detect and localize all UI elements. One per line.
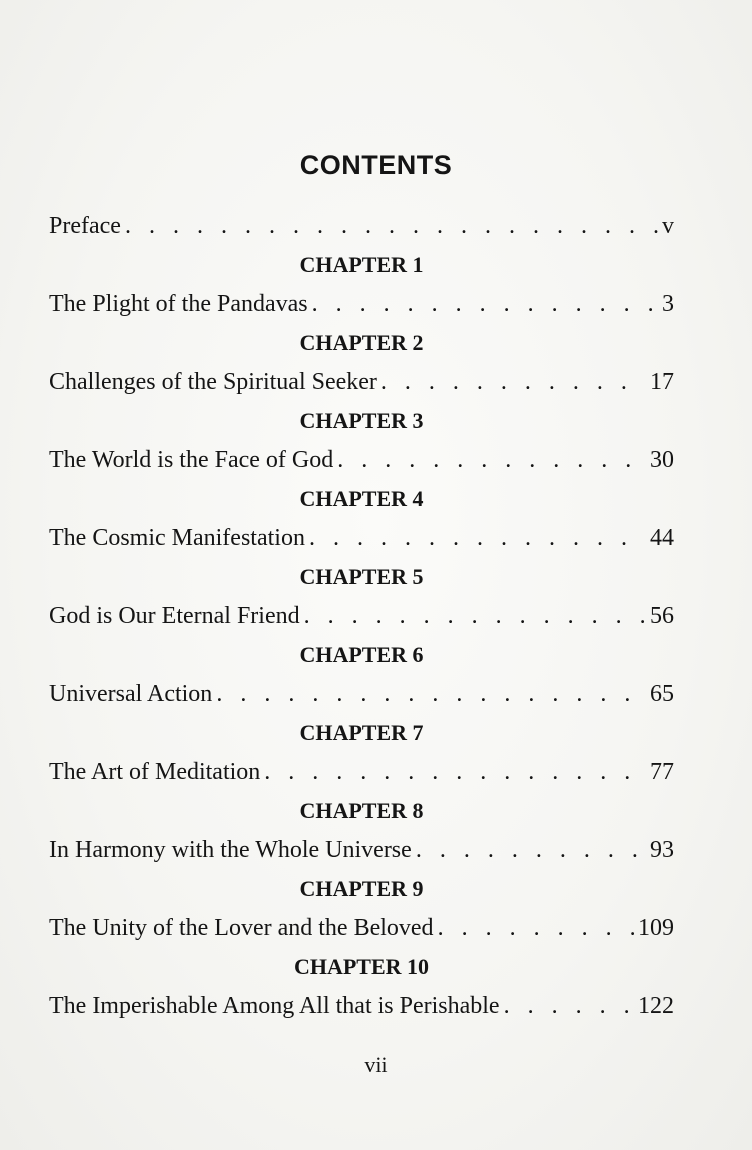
dot-leader [312,291,658,318]
toc-entry-title: The Cosmic Manifestation [49,525,305,551]
dot-leader [264,759,646,786]
dot-leader [337,447,646,474]
toc-entry-title: The Art of Meditation [49,759,261,785]
toc-entry-chapter-10 [49,980,674,1020]
toc-entry-page: 65 [650,681,674,707]
dot-leader [438,915,634,942]
toc-entry-title: God is Our Eternal Friend [49,603,300,629]
toc-entry-title: Preface [49,213,121,239]
toc-entry-title: The Unity of the Lover and the Beloved [49,915,434,941]
toc-entry-chapter-7 [49,746,674,786]
toc-entry-chapter-5 [49,590,674,630]
toc-entry-chapter-6 [49,668,674,708]
chapter-label-5: CHAPTER 5 [299,564,424,589]
toc-entry-title: Challenges of the Spiritual Seeker [49,369,377,395]
toc-entry-title: Universal Action [49,681,213,707]
toc-entry-chapter-2 [49,356,674,396]
chapter-label-1: CHAPTER 1 [299,252,424,277]
page-number: vii [364,1052,388,1077]
toc-entry-title: The Imperishable Among All that is Perishable [49,993,500,1019]
table-of-contents [49,200,674,1020]
toc-entry-page: 44 [650,525,674,551]
toc-entry-page: v [662,213,674,239]
chapter-label-4: CHAPTER 4 [299,486,424,511]
toc-entry-page: 56 [650,603,674,629]
toc-entry-preface [49,200,674,240]
dot-leader [125,213,658,240]
dot-leader [309,525,646,552]
chapter-label-7: CHAPTER 7 [299,720,424,745]
chapter-label-2: CHAPTER 2 [299,330,424,355]
toc-entry-title: The Plight of the Pandavas [49,291,308,317]
chapter-label-10: CHAPTER 10 [293,954,430,979]
toc-entry-chapter-4 [49,512,674,552]
toc-entry-page: 93 [650,837,674,863]
toc-entry-page: 17 [650,369,674,395]
dot-leader [504,993,634,1020]
dot-leader [381,369,646,396]
chapter-label-8: CHAPTER 8 [299,798,424,823]
dot-leader [304,603,646,630]
chapter-label-9: CHAPTER 9 [299,876,424,901]
toc-entry-chapter-1 [49,278,674,318]
toc-entry-page: 122 [638,993,674,1019]
toc-entry-title: In Harmony with the Whole Universe [49,837,412,863]
toc-entry-page: 109 [638,915,674,941]
dot-leader [416,837,646,864]
toc-entry-chapter-8 [49,824,674,864]
dot-leader [216,681,646,708]
toc-entry-page: 3 [662,291,674,317]
toc-entry-title: The World is the Face of God [49,447,334,473]
page-title: CONTENTS [299,150,453,180]
toc-entry-page: 77 [650,759,674,785]
toc-entry-page: 30 [650,447,674,473]
chapter-label-3: CHAPTER 3 [299,408,424,433]
toc-entry-chapter-9 [49,902,674,942]
chapter-label-6: CHAPTER 6 [299,642,424,667]
toc-entry-chapter-3 [49,434,674,474]
